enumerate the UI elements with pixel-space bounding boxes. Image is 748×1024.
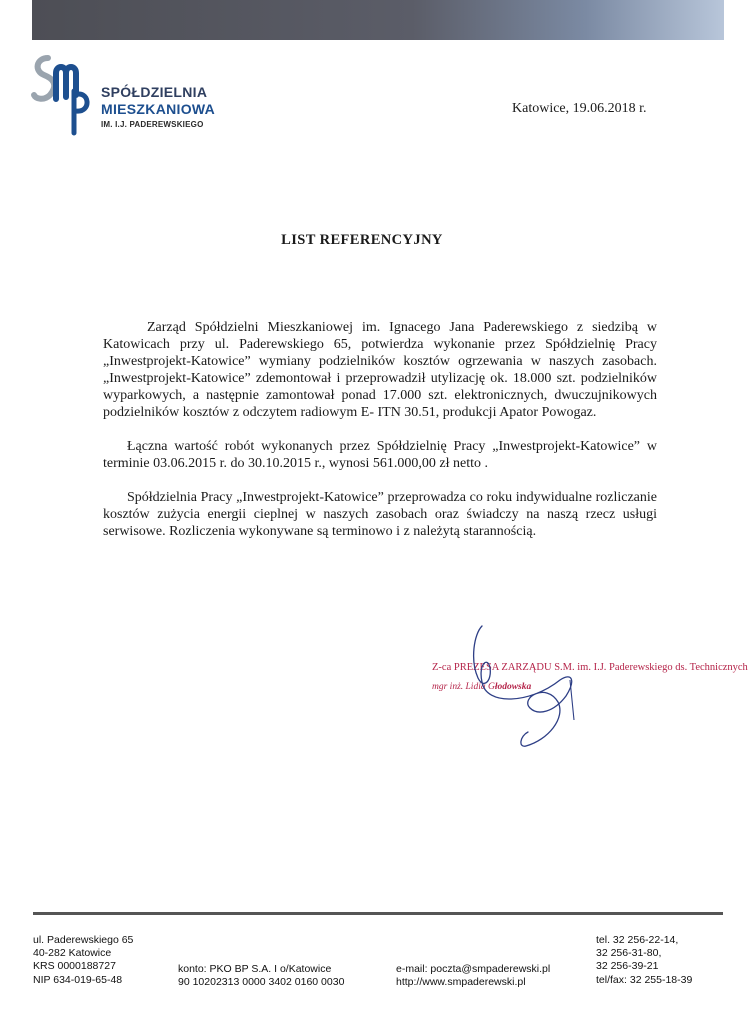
company-logo [30,55,230,135]
stamp-line-2: S.M. im. I.J. Paderewskiego [554,662,673,673]
logo-wordmark [101,84,215,131]
paragraph-3: Spółdzielnia Pracy „Inwestprojekt-Katowice” przeprowadza co roku indywidualne rozliczanie kosztów zużycia energii cieplnej w naszych zasobach oraz świadczy na naszą rzecz usługi serwisowe. Rozliczenia wykonywane są terminowo i z należytą starannością. [103,490,657,539]
phone-3: 32 256-39-21 [596,960,659,973]
letter-date: Katowice, 19.06.2018 r. [512,101,647,116]
address-street: ul. Paderewskiego 65 [33,934,134,946]
logo-line-3: IM. I.J. PADEREWSKIEGO [101,120,204,129]
handwritten-signature [420,620,600,750]
header-band [32,0,724,40]
nip-number: NIP 634-019-65-48 [33,973,123,986]
phone-2: 32 256-31-80, [596,947,662,960]
signature-block [420,620,748,750]
email-address: e-mail: poczta@smpaderewski.pl [396,963,551,975]
paragraph-1: Zarząd Spółdzielni Mieszkaniowej im. Ignacego Jana Paderewskiego z siedzibą w Katowicach przy ul. Paderewskiego 65, potwierdza wykonanie przez Spółdzielnię Pracy „Inwestprojekt-Katowice” wymiany podzielników kosztów ogrzewania w naszych zasobach. „Inwestprojekt-Katowice” zdemontował i przeprowadził utylizację ok. 18.000 szt. podzielników wyparkowych, a następnie zamontował ponad 17.000 szt. elektronicznych, dwuczujnikowych podzielników kosztów z odczytem radiowym E- ITN 30.51, produkcji Apator Powogaz. [103,320,657,420]
footer-address [33,934,133,987]
phone-1: tel. 32 256-22-14, [596,934,679,946]
bank-name: konto: PKO BP S.A. I o/Katowice [178,963,332,975]
footer-bank [178,963,344,989]
bank-account: 90 10202313 0000 3402 0160 0030 [178,976,345,989]
website-url: http://www.smpaderewski.pl [396,976,526,989]
stamp-line-3: ds. Technicznych [675,662,748,673]
logo-line-1: SPÓŁDZIELNIA [101,84,208,100]
stamp-name: mgr inż. Lidia Głodowska [432,681,532,692]
footer-contact [396,963,550,989]
letter-title: LIST REFERENCYJNY [281,232,443,248]
footer-phones [596,934,692,987]
paragraph-2: Łączna wartość robót wykonanych przez Spółdzielnię Pracy „Inwestprojekt-Katowice” w terminie 03.06.2015 r. do 30.10.2015 r., wynosi 561.000,00 zł netto . [103,439,657,471]
krs-number: KRS 0000188727 [33,960,116,973]
stamp-line-1: Z-ca PREZESA ZARZĄDU [432,662,552,673]
address-city: 40-282 Katowice [33,947,112,960]
smp-monogram-icon [30,55,94,135]
fax: tel/fax: 32 255-18-39 [596,973,693,986]
logo-line-2: MIESZKANIOWA [101,101,216,117]
footer-divider [33,912,723,915]
letter-body [103,319,657,557]
